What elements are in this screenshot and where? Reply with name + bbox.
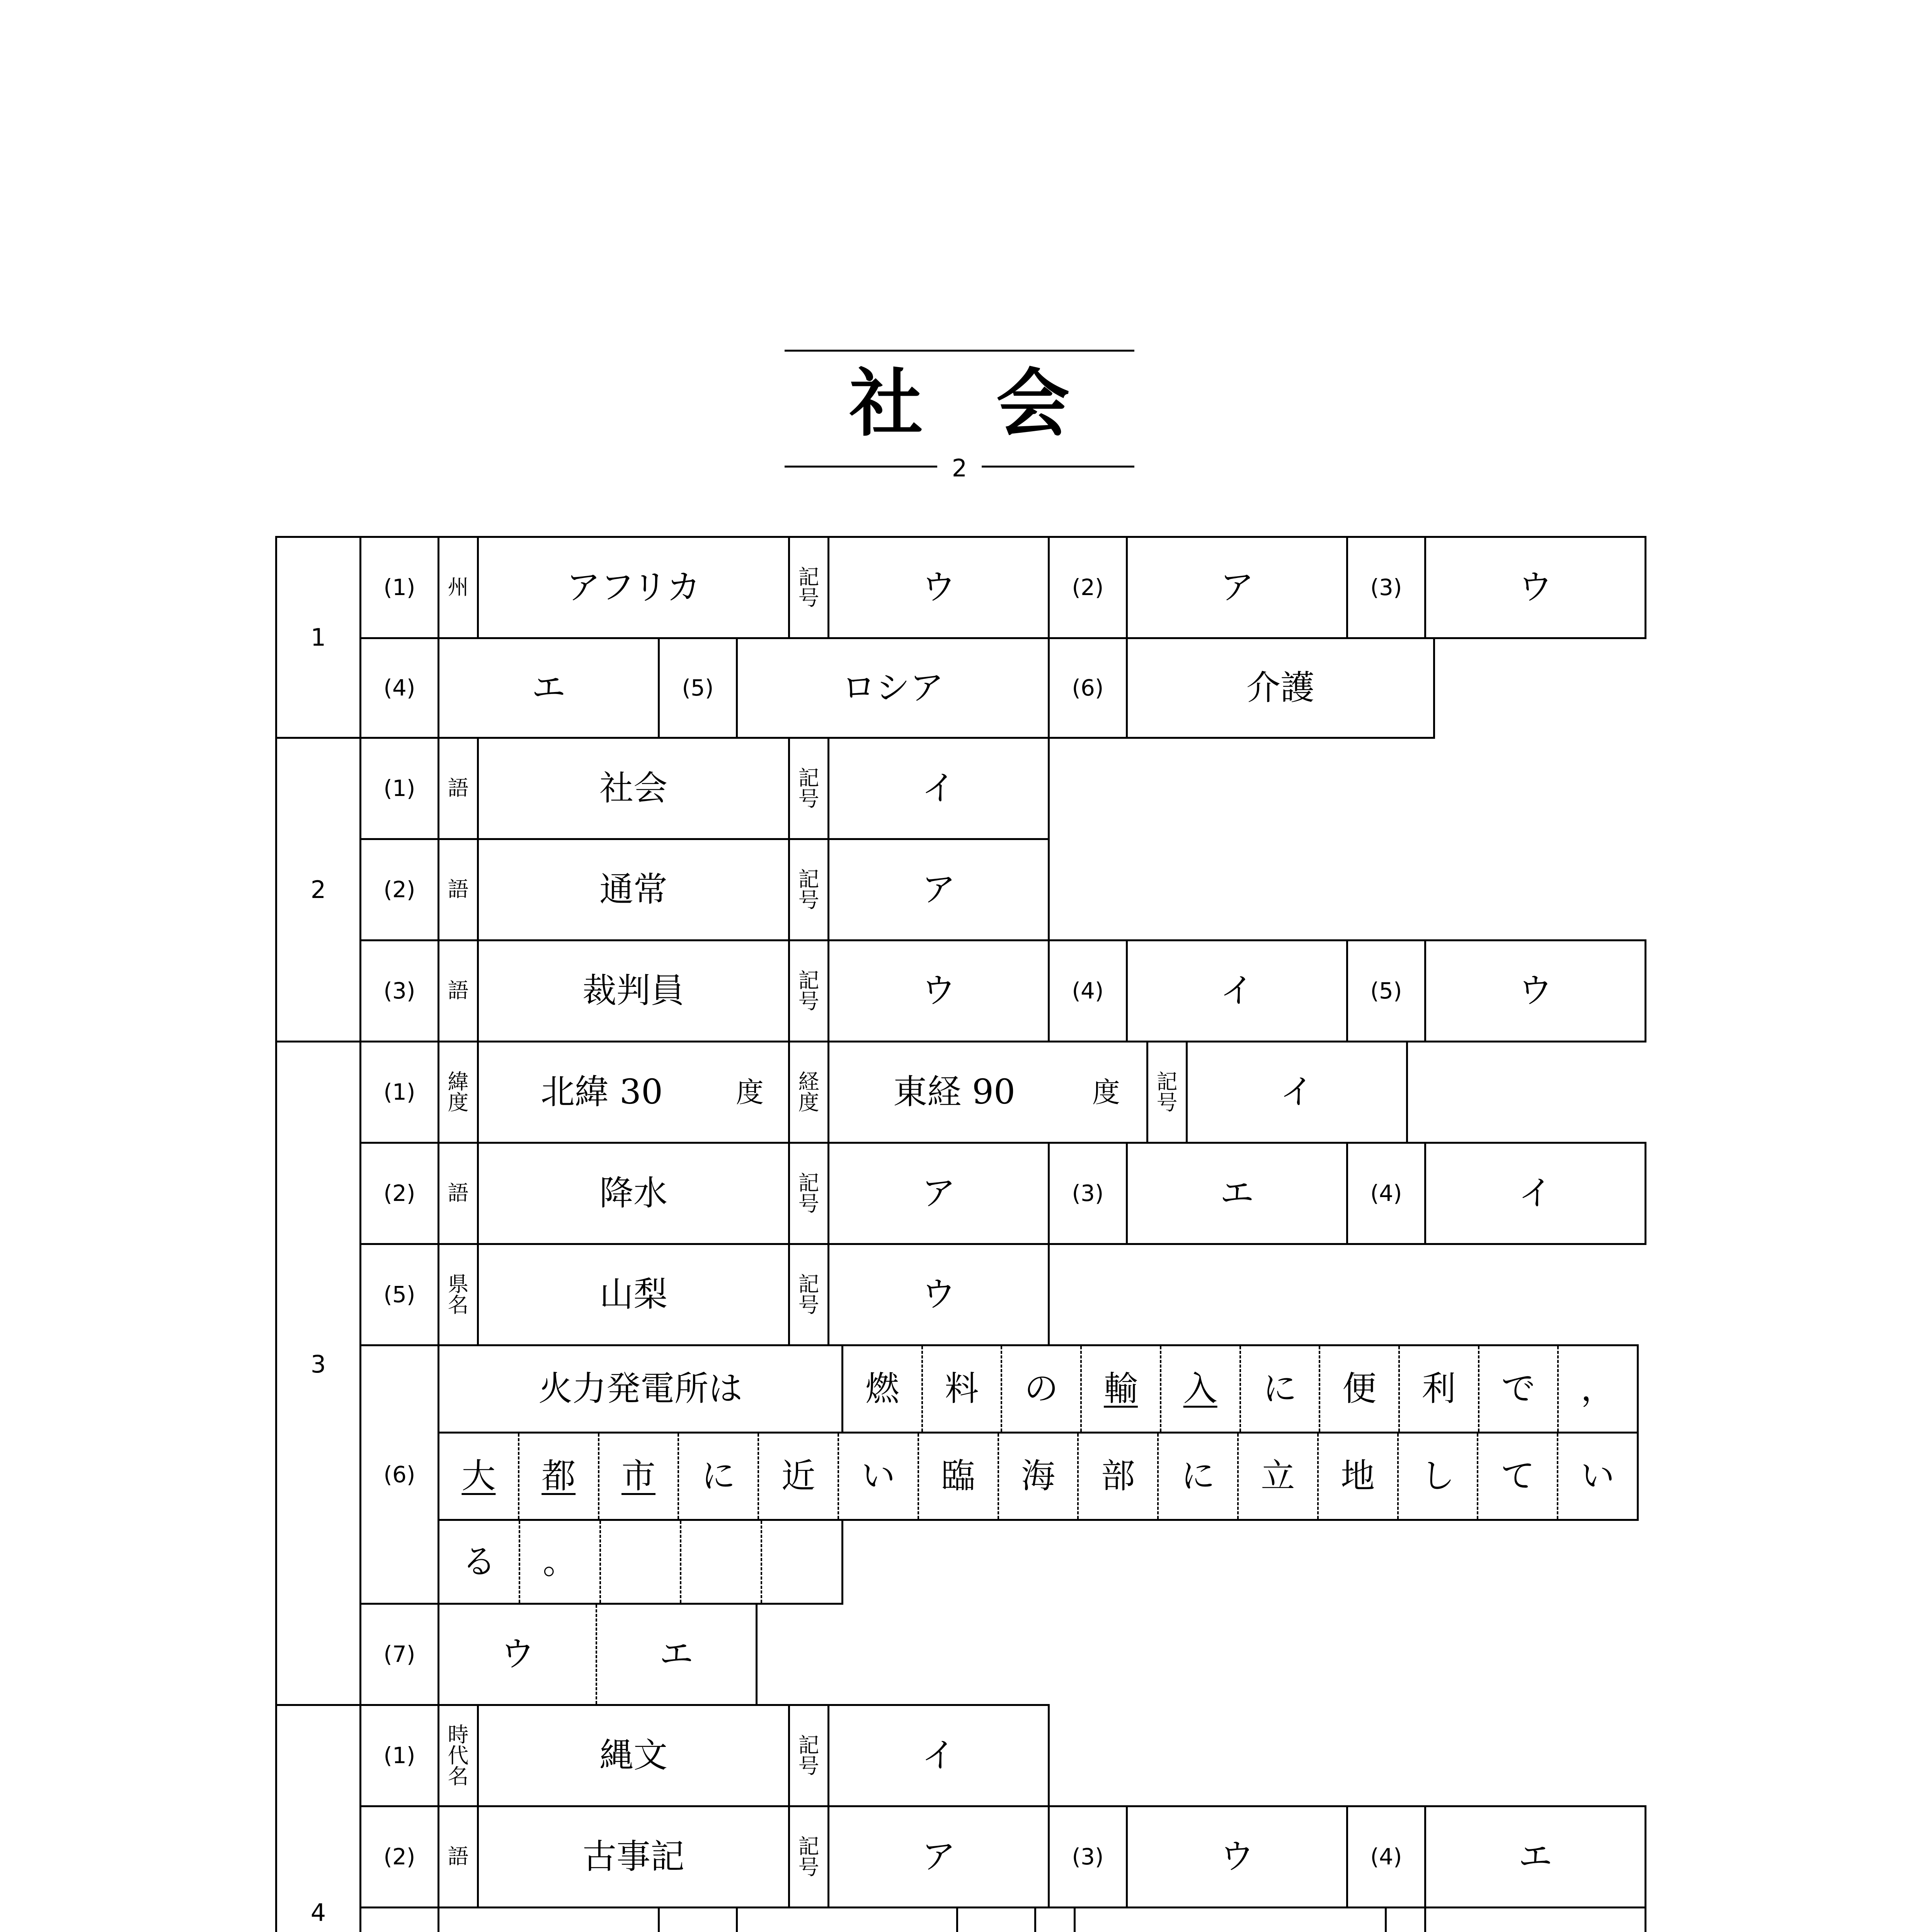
writing-grid-cell: 燃 bbox=[865, 1369, 899, 1409]
s1-q1-label-symbol-cell bbox=[788, 536, 829, 639]
s4-q6-number bbox=[658, 1906, 738, 1932]
s3-q1-label-symbol: 記号 bbox=[1156, 1069, 1178, 1115]
s4-q2-label-term: 語 bbox=[438, 1805, 479, 1908]
s3-q5-label-symbol: 記号 bbox=[798, 1272, 819, 1317]
s4-q5-answer[interactable] bbox=[438, 1906, 660, 1932]
s3-q6-row2-cells bbox=[439, 1434, 1637, 1519]
s3-q1-label-symbol-cell bbox=[1146, 1041, 1188, 1144]
s4-q1-answer-era[interactable]: 縄文 bbox=[477, 1704, 790, 1807]
s2-q3-answer-term[interactable]: 裁判員 bbox=[477, 939, 790, 1043]
s3-q6-row1-cells bbox=[843, 1346, 1637, 1432]
s4-q3-answer[interactable]: ウ bbox=[1126, 1805, 1348, 1908]
writing-grid-cell bbox=[761, 1521, 841, 1603]
s4-q2-number: (2) bbox=[359, 1805, 439, 1908]
section-2-number: 2 bbox=[275, 737, 361, 1043]
s3-q1-label-latitude-cell bbox=[438, 1041, 479, 1144]
s3-q1-answer-latitude: 北緯 30 bbox=[541, 1072, 663, 1112]
s2-q3-number: (3) bbox=[359, 939, 439, 1043]
s4-q1-label-symbol-cell bbox=[788, 1704, 829, 1807]
writing-grid-cell: 入 bbox=[1160, 1346, 1239, 1432]
s4-q1-label-era-cell bbox=[438, 1704, 479, 1807]
section-4-number: 4 bbox=[275, 1704, 361, 1932]
writing-grid-cell: 海 bbox=[998, 1434, 1078, 1519]
s4-q1-number: (1) bbox=[359, 1704, 439, 1807]
writing-grid-cell: 近 bbox=[758, 1434, 838, 1519]
s4-q4-answer[interactable]: エ bbox=[1424, 1805, 1646, 1908]
s2-q3-label-symbol-cell bbox=[788, 939, 829, 1043]
s4-q6-answer[interactable] bbox=[736, 1906, 958, 1932]
writing-grid-cell: い bbox=[1557, 1434, 1637, 1519]
s1-q1-number: (1) bbox=[359, 536, 439, 639]
s3-q6-row2[interactable] bbox=[438, 1432, 1639, 1521]
s2-q2-answer-term[interactable]: 通常 bbox=[477, 838, 790, 941]
s2-q4-number: (4) bbox=[1048, 939, 1128, 1043]
writing-grid-cell: い bbox=[838, 1434, 918, 1519]
s4-q1-label-symbol: 記号 bbox=[798, 1733, 819, 1778]
s3-q2-label-symbol-cell bbox=[788, 1142, 829, 1245]
s1-q3-answer[interactable]: ウ bbox=[1424, 536, 1646, 639]
s3-q2-answer-term[interactable]: 降水 bbox=[477, 1142, 790, 1245]
s3-q7-number: (7) bbox=[359, 1603, 439, 1706]
s2-q1-answer-term[interactable]: 社会 bbox=[477, 737, 790, 840]
section-3-number: 3 bbox=[275, 1041, 361, 1706]
s3-q1-answer-longitude: 東経 90 bbox=[893, 1072, 1015, 1112]
s4-q5-number bbox=[359, 1906, 439, 1932]
s3-q1-answer-symbol[interactable]: イ bbox=[1186, 1041, 1408, 1144]
writing-grid-cell: 立 bbox=[1237, 1434, 1317, 1519]
s1-q2-answer[interactable]: ア bbox=[1126, 536, 1348, 639]
s3-q7-answer-2: エ bbox=[596, 1605, 756, 1704]
title-bottom-rule-right bbox=[982, 466, 1134, 468]
s4-q1-answer-symbol[interactable]: イ bbox=[827, 1704, 1050, 1807]
page-title: 社 会 bbox=[849, 361, 1070, 446]
s2-q5-answer[interactable]: ウ bbox=[1424, 939, 1646, 1043]
s1-q5-answer[interactable]: ロシア bbox=[736, 637, 1050, 739]
s2-q2-label-symbol: 記号 bbox=[798, 867, 819, 912]
writing-grid-cell: 地 bbox=[1317, 1434, 1397, 1519]
s2-q1-label-symbol: 記号 bbox=[798, 765, 819, 811]
s1-q4-answer[interactable]: エ bbox=[438, 637, 660, 739]
writing-grid-cell: 。 bbox=[519, 1521, 599, 1603]
writing-grid-cell: 輸 bbox=[1080, 1346, 1160, 1432]
s1-q1-answer-symbol[interactable]: ウ bbox=[827, 536, 1050, 639]
s1-q1-label-symbol: 記号 bbox=[798, 565, 819, 610]
writing-grid-cell: 料 bbox=[921, 1346, 1001, 1432]
s3-q3-answer[interactable]: エ bbox=[1126, 1142, 1348, 1245]
s3-q6-row1[interactable] bbox=[841, 1344, 1639, 1434]
writing-grid-cell: て bbox=[1477, 1434, 1557, 1519]
s3-q3-number: (3) bbox=[1048, 1142, 1128, 1245]
page-number: 2 bbox=[952, 454, 967, 482]
s4-q7-label-term bbox=[1034, 1906, 1076, 1932]
s3-q5-answer-symbol[interactable]: ウ bbox=[827, 1243, 1050, 1346]
writing-grid-cell: 臨 bbox=[918, 1434, 998, 1519]
s3-q2-label-symbol: 記号 bbox=[798, 1170, 819, 1216]
s1-q1-label-region: 州 bbox=[438, 536, 479, 639]
s3-q1-unit-longitude: 度 bbox=[1092, 1076, 1120, 1109]
writing-grid-cell: る bbox=[462, 1541, 496, 1582]
writing-grid-cell bbox=[599, 1521, 680, 1603]
s3-q1-unit-latitude: 度 bbox=[736, 1076, 764, 1109]
s4-q2-label-symbol: 記号 bbox=[798, 1834, 819, 1879]
s3-q1-longitude-cell[interactable] bbox=[827, 1041, 1148, 1144]
s1-q4-number: (4) bbox=[359, 637, 439, 739]
s4-q7-number bbox=[956, 1906, 1036, 1932]
s2-q3-label-symbol: 記号 bbox=[798, 968, 819, 1014]
title-bottom-rule-left bbox=[785, 466, 937, 468]
writing-grid-cell: 便 bbox=[1319, 1346, 1398, 1432]
s1-q3-number: (3) bbox=[1346, 536, 1426, 639]
writing-grid-cell: 部 bbox=[1077, 1434, 1157, 1519]
s1-q6-number: (6) bbox=[1048, 637, 1128, 739]
writing-grid-cell: に bbox=[1157, 1434, 1237, 1519]
s2-q2-label-term: 語 bbox=[438, 838, 479, 941]
writing-grid-cell: し bbox=[1397, 1434, 1477, 1519]
s4-q2-answer-symbol[interactable]: ア bbox=[827, 1805, 1050, 1908]
writing-grid-cell: 利 bbox=[1398, 1346, 1478, 1432]
s3-q4-number: (4) bbox=[1346, 1142, 1426, 1245]
s3-q2-answer-symbol[interactable]: ア bbox=[827, 1142, 1050, 1245]
s2-q2-answer-symbol[interactable]: ア bbox=[827, 838, 1050, 941]
s1-q2-number: (2) bbox=[1048, 536, 1128, 639]
s2-q4-answer[interactable]: イ bbox=[1126, 939, 1348, 1043]
s2-q3-label-term: 語 bbox=[438, 939, 479, 1043]
writing-grid-cell: ， bbox=[1557, 1346, 1637, 1432]
s4-q7-answer-symbol[interactable] bbox=[1424, 1906, 1646, 1932]
s3-q5-label-prefecture: 県名 bbox=[448, 1272, 469, 1317]
s4-q3-number: (3) bbox=[1048, 1805, 1128, 1908]
s4-q4-number: (4) bbox=[1346, 1805, 1426, 1908]
s2-q1-label-symbol-cell bbox=[788, 737, 829, 840]
writing-grid-cell: に bbox=[1239, 1346, 1319, 1432]
s1-q5-number: (5) bbox=[658, 637, 738, 739]
s2-q3-answer-symbol[interactable]: ウ bbox=[827, 939, 1050, 1043]
s3-q6-row3-cells bbox=[439, 1521, 841, 1603]
s3-q7-answer-box[interactable] bbox=[438, 1603, 758, 1706]
s3-q2-number: (2) bbox=[359, 1142, 439, 1245]
s2-q1-label-term: 語 bbox=[438, 737, 479, 840]
s3-q6-row3[interactable] bbox=[438, 1519, 843, 1605]
s3-q1-latitude-cell[interactable] bbox=[477, 1041, 790, 1144]
s3-q5-answer-prefecture[interactable]: 山梨 bbox=[477, 1243, 790, 1346]
s3-q1-label-longitude-cell bbox=[788, 1041, 829, 1144]
s2-q1-number: (1) bbox=[359, 737, 439, 840]
s3-q2-label-term: 語 bbox=[438, 1142, 479, 1245]
s1-q6-answer[interactable]: 介護 bbox=[1126, 637, 1435, 739]
s2-q5-number: (5) bbox=[1346, 939, 1426, 1043]
s3-q5-number: (5) bbox=[359, 1243, 439, 1346]
s3-q7-answer-1: ウ bbox=[500, 1634, 535, 1674]
s3-q4-answer[interactable]: イ bbox=[1424, 1142, 1646, 1245]
writing-grid-cell: で bbox=[1478, 1346, 1558, 1432]
s1-q1-answer-region[interactable]: アフリカ bbox=[477, 536, 790, 639]
s3-q5-label-symbol-cell bbox=[788, 1243, 829, 1346]
s2-q2-label-symbol-cell bbox=[788, 838, 829, 941]
s3-q6-prompt: 火力発電所は bbox=[438, 1344, 843, 1434]
s4-q2-answer-term[interactable]: 古事記 bbox=[477, 1805, 790, 1908]
s3-q1-label-latitude: 緯度 bbox=[448, 1069, 469, 1115]
writing-grid-cell bbox=[680, 1521, 761, 1603]
s2-q2-number: (2) bbox=[359, 838, 439, 941]
s4-q7-label-symbol-cell bbox=[1385, 1906, 1426, 1932]
writing-grid-cell: の bbox=[1001, 1346, 1080, 1432]
s3-q1-label-longitude: 経度 bbox=[798, 1069, 819, 1115]
writing-grid-cell: に bbox=[678, 1434, 758, 1519]
writing-grid-cell: 市 bbox=[598, 1434, 678, 1519]
s3-q5-label-prefecture-cell bbox=[438, 1243, 479, 1346]
s2-q1-answer-symbol[interactable]: イ bbox=[827, 737, 1050, 840]
s4-q7-answer-term[interactable] bbox=[1074, 1906, 1387, 1932]
s4-q2-label-symbol-cell bbox=[788, 1805, 829, 1908]
s3-q6-number: (6) bbox=[359, 1344, 439, 1605]
title-top-rule bbox=[785, 350, 1134, 352]
s4-q1-label-era: 時代名 bbox=[448, 1722, 469, 1789]
s3-q1-number: (1) bbox=[359, 1041, 439, 1144]
writing-grid-cell: 都 bbox=[518, 1434, 598, 1519]
section-1-number: 1 bbox=[275, 536, 361, 739]
writing-grid-cell: 大 bbox=[461, 1456, 496, 1496]
